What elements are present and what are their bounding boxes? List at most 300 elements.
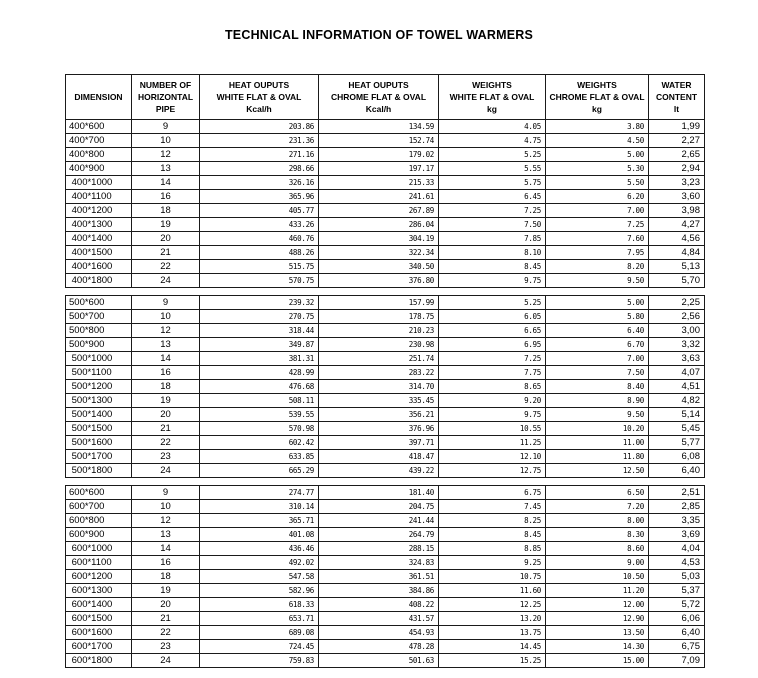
- heat-output-white-cell: 401.08: [200, 528, 319, 542]
- weight-white-cell: 11.60: [439, 584, 546, 598]
- weight-white-cell: 14.45: [439, 640, 546, 654]
- pipe-count-cell: 16: [132, 190, 200, 204]
- heat-output-chrome-cell: 340.50: [319, 260, 439, 274]
- pipe-count-cell: 9: [132, 486, 200, 500]
- column-header-heat_chrome: [319, 75, 439, 120]
- weight-chrome-cell: 10.20: [546, 422, 649, 436]
- dimension-cell: 400*1500: [66, 246, 132, 260]
- weight-white-cell: 7.85: [439, 232, 546, 246]
- dimension-cell: 500*800: [66, 324, 132, 338]
- water-content-cell: 4,07: [649, 366, 705, 380]
- weight-chrome-cell: 6.50: [546, 486, 649, 500]
- water-content-cell: 4,53: [649, 556, 705, 570]
- pipe-count-cell: 16: [132, 366, 200, 380]
- column-header-line: CHROME FLAT & OVAL: [549, 92, 645, 102]
- heat-output-chrome-cell: 230.98: [319, 338, 439, 352]
- heat-output-white-cell: 460.76: [200, 232, 319, 246]
- pipe-count-cell: 13: [132, 162, 200, 176]
- water-content-cell: 3,98: [649, 204, 705, 218]
- heat-output-chrome-cell: 408.22: [319, 598, 439, 612]
- dimension-cell: 600*1200: [66, 570, 132, 584]
- dimension-cell: 400*700: [66, 134, 132, 148]
- pipe-count-cell: 21: [132, 422, 200, 436]
- water-content-cell: 4,84: [649, 246, 705, 260]
- column-header-line: WHITE FLAT & OVAL: [216, 92, 302, 102]
- weight-chrome-cell: 11.00: [546, 436, 649, 450]
- heat-output-white-cell: 271.16: [200, 148, 319, 162]
- table-group-500: [65, 295, 705, 478]
- towel-warmer-tables: [65, 74, 705, 668]
- heat-output-white-cell: 326.16: [200, 176, 319, 190]
- heat-output-chrome-cell: 157.99: [319, 296, 439, 310]
- pipe-count-cell: 13: [132, 338, 200, 352]
- heat-output-chrome-cell: 418.47: [319, 450, 439, 464]
- dimension-cell: 600*1800: [66, 654, 132, 668]
- table-row: [66, 162, 705, 176]
- water-content-cell: 6,06: [649, 612, 705, 626]
- heat-output-chrome-cell: 288.15: [319, 542, 439, 556]
- table-row: [66, 120, 705, 134]
- weight-white-cell: 6.05: [439, 310, 546, 324]
- weight-chrome-cell: 8.20: [546, 260, 649, 274]
- weight-chrome-cell: 9.50: [546, 408, 649, 422]
- column-header-line: HEAT OUPUTS: [348, 80, 409, 90]
- heat-output-chrome-cell: 304.19: [319, 232, 439, 246]
- pipe-count-cell: 10: [132, 134, 200, 148]
- pipe-count-cell: 12: [132, 514, 200, 528]
- dimension-cell: 500*1100: [66, 366, 132, 380]
- water-content-cell: 3,32: [649, 338, 705, 352]
- pipe-count-cell: 9: [132, 296, 200, 310]
- water-content-cell: 2,27: [649, 134, 705, 148]
- column-header-line: WEIGHTS: [577, 80, 617, 90]
- weight-white-cell: 9.75: [439, 408, 546, 422]
- table-row: [66, 612, 705, 626]
- table-row: [66, 408, 705, 422]
- table-row: [66, 232, 705, 246]
- table-row: [66, 176, 705, 190]
- pipe-count-cell: 22: [132, 626, 200, 640]
- dimension-cell: 400*1400: [66, 232, 132, 246]
- weight-chrome-cell: 7.60: [546, 232, 649, 246]
- dimension-cell: 400*600: [66, 120, 132, 134]
- water-content-cell: 5,14: [649, 408, 705, 422]
- weight-chrome-cell: 10.50: [546, 570, 649, 584]
- heat-output-chrome-cell: 376.80: [319, 274, 439, 288]
- table-row: [66, 246, 705, 260]
- heat-output-chrome-cell: 197.17: [319, 162, 439, 176]
- water-content-cell: 5,03: [649, 570, 705, 584]
- weight-chrome-cell: 12.90: [546, 612, 649, 626]
- heat-output-chrome-cell: 361.51: [319, 570, 439, 584]
- water-content-cell: 2,25: [649, 296, 705, 310]
- column-header-line: lt: [673, 104, 680, 114]
- water-content-cell: 2,94: [649, 162, 705, 176]
- weight-white-cell: 8.45: [439, 528, 546, 542]
- water-content-cell: 2,56: [649, 310, 705, 324]
- heat-output-white-cell: 274.77: [200, 486, 319, 500]
- weight-white-cell: 13.75: [439, 626, 546, 640]
- pipe-count-cell: 20: [132, 232, 200, 246]
- water-content-cell: 4,51: [649, 380, 705, 394]
- water-content-cell: 7,09: [649, 654, 705, 668]
- dimension-cell: 500*1000: [66, 352, 132, 366]
- heat-output-chrome-cell: 264.79: [319, 528, 439, 542]
- weight-white-cell: 7.45: [439, 500, 546, 514]
- weight-chrome-cell: 7.50: [546, 366, 649, 380]
- dimension-cell: 500*1800: [66, 464, 132, 478]
- header-and-400-table: [65, 74, 705, 288]
- weight-white-cell: 5.75: [439, 176, 546, 190]
- water-content-cell: 5,13: [649, 260, 705, 274]
- pipe-count-cell: 21: [132, 246, 200, 260]
- pipe-count-cell: 18: [132, 570, 200, 584]
- weight-chrome-cell: 11.20: [546, 584, 649, 598]
- water-content-cell: 3,35: [649, 514, 705, 528]
- pipe-count-cell: 14: [132, 352, 200, 366]
- weight-white-cell: 10.55: [439, 422, 546, 436]
- dimension-cell: 500*1400: [66, 408, 132, 422]
- pipe-count-cell: 24: [132, 274, 200, 288]
- weight-white-cell: 10.75: [439, 570, 546, 584]
- table-row: [66, 598, 705, 612]
- pipe-count-cell: 20: [132, 598, 200, 612]
- heat-output-chrome-cell: 439.22: [319, 464, 439, 478]
- table-row: [66, 274, 705, 288]
- column-header-line: CONTENT: [655, 92, 698, 102]
- heat-output-white-cell: 602.42: [200, 436, 319, 450]
- heat-output-chrome-cell: 478.28: [319, 640, 439, 654]
- dimension-cell: 500*1200: [66, 380, 132, 394]
- column-header-line: PIPE: [155, 104, 176, 114]
- pipe-count-cell: 16: [132, 556, 200, 570]
- heat-output-white-cell: 428.99: [200, 366, 319, 380]
- heat-output-white-cell: 570.75: [200, 274, 319, 288]
- weight-white-cell: 11.25: [439, 436, 546, 450]
- heat-output-white-cell: 405.77: [200, 204, 319, 218]
- table-row: [66, 528, 705, 542]
- weight-white-cell: 8.10: [439, 246, 546, 260]
- pipe-count-cell: 19: [132, 218, 200, 232]
- heat-output-white-cell: 547.58: [200, 570, 319, 584]
- dimension-cell: 500*1500: [66, 422, 132, 436]
- dimension-cell: 400*1000: [66, 176, 132, 190]
- water-content-cell: 3,60: [649, 190, 705, 204]
- heat-output-chrome-cell: 335.45: [319, 394, 439, 408]
- pipe-count-cell: 14: [132, 542, 200, 556]
- pipe-count-cell: 23: [132, 640, 200, 654]
- column-header-weight_chrome: [546, 75, 649, 120]
- heat-output-chrome-cell: 152.74: [319, 134, 439, 148]
- table-group-400-body: [66, 120, 705, 288]
- heat-output-white-cell: 365.71: [200, 514, 319, 528]
- table-row: [66, 338, 705, 352]
- table-row: [66, 654, 705, 668]
- weight-chrome-cell: 13.50: [546, 626, 649, 640]
- column-header-heat_white: [200, 75, 319, 120]
- heat-output-white-cell: 381.31: [200, 352, 319, 366]
- weight-white-cell: 5.55: [439, 162, 546, 176]
- column-header-line: WEIGHTS: [472, 80, 512, 90]
- column-header-line: Kcal/h: [246, 104, 272, 114]
- weight-white-cell: 8.65: [439, 380, 546, 394]
- weight-chrome-cell: 11.80: [546, 450, 649, 464]
- weight-white-cell: 12.75: [439, 464, 546, 478]
- heat-output-white-cell: 476.68: [200, 380, 319, 394]
- table-row: [66, 218, 705, 232]
- dimension-cell: 600*800: [66, 514, 132, 528]
- pipe-count-cell: 22: [132, 260, 200, 274]
- dimension-cell: 600*1600: [66, 626, 132, 640]
- dimension-cell: 600*900: [66, 528, 132, 542]
- heat-output-white-cell: 582.96: [200, 584, 319, 598]
- pipe-count-cell: 21: [132, 612, 200, 626]
- column-header-line: DIMENSION: [74, 92, 123, 102]
- weight-chrome-cell: 7.00: [546, 352, 649, 366]
- pipe-count-cell: 20: [132, 408, 200, 422]
- weight-chrome-cell: 8.30: [546, 528, 649, 542]
- heat-output-chrome-cell: 179.02: [319, 148, 439, 162]
- water-content-cell: 3,69: [649, 528, 705, 542]
- water-content-cell: 3,23: [649, 176, 705, 190]
- pipe-count-cell: 14: [132, 176, 200, 190]
- heat-output-chrome-cell: 181.40: [319, 486, 439, 500]
- pipe-count-cell: 13: [132, 528, 200, 542]
- dimension-cell: 600*1500: [66, 612, 132, 626]
- heat-output-white-cell: 665.29: [200, 464, 319, 478]
- water-content-cell: 6,40: [649, 626, 705, 640]
- weight-chrome-cell: 4.50: [546, 134, 649, 148]
- table-row: [66, 324, 705, 338]
- weight-chrome-cell: 5.30: [546, 162, 649, 176]
- column-header-dimension: [66, 75, 132, 120]
- pipe-count-cell: 19: [132, 394, 200, 408]
- weight-white-cell: 12.10: [439, 450, 546, 464]
- heat-output-chrome-cell: 241.61: [319, 190, 439, 204]
- table-group-600-body: [66, 486, 705, 668]
- column-header-line: HEAT OUPUTS: [228, 80, 290, 90]
- weight-chrome-cell: 6.40: [546, 324, 649, 338]
- table-row: [66, 422, 705, 436]
- water-content-cell: 5,37: [649, 584, 705, 598]
- weight-chrome-cell: 9.50: [546, 274, 649, 288]
- table-row: [66, 134, 705, 148]
- dimension-cell: 600*1100: [66, 556, 132, 570]
- heat-output-white-cell: 653.71: [200, 612, 319, 626]
- weight-chrome-cell: 12.50: [546, 464, 649, 478]
- table-row: [66, 190, 705, 204]
- table-group-500-body: [66, 296, 705, 478]
- heat-output-chrome-cell: 384.86: [319, 584, 439, 598]
- heat-output-white-cell: 349.87: [200, 338, 319, 352]
- column-header-line: HORIZONTAL: [137, 92, 194, 102]
- table-row: [66, 500, 705, 514]
- pipe-count-cell: 18: [132, 204, 200, 218]
- water-content-cell: 2,85: [649, 500, 705, 514]
- table-row: [66, 366, 705, 380]
- weight-chrome-cell: 5.50: [546, 176, 649, 190]
- column-header-line: NUMBER OF: [139, 80, 192, 90]
- dimension-cell: 500*900: [66, 338, 132, 352]
- weight-chrome-cell: 8.00: [546, 514, 649, 528]
- water-content-cell: 6,08: [649, 450, 705, 464]
- dimension-cell: 400*800: [66, 148, 132, 162]
- pipe-count-cell: 10: [132, 310, 200, 324]
- weight-white-cell: 9.25: [439, 556, 546, 570]
- dimension-cell: 500*1600: [66, 436, 132, 450]
- heat-output-white-cell: 318.44: [200, 324, 319, 338]
- pipe-count-cell: 24: [132, 464, 200, 478]
- heat-output-white-cell: 365.96: [200, 190, 319, 204]
- heat-output-white-cell: 298.66: [200, 162, 319, 176]
- dimension-cell: 400*1200: [66, 204, 132, 218]
- dimension-cell: 400*900: [66, 162, 132, 176]
- table-row: [66, 436, 705, 450]
- pipe-count-cell: 19: [132, 584, 200, 598]
- weight-white-cell: 6.75: [439, 486, 546, 500]
- heat-output-chrome-cell: 267.89: [319, 204, 439, 218]
- heat-output-chrome-cell: 501.63: [319, 654, 439, 668]
- table-row: [66, 542, 705, 556]
- table-row: [66, 584, 705, 598]
- water-content-cell: 4,27: [649, 218, 705, 232]
- water-content-cell: 3,00: [649, 324, 705, 338]
- table-row: [66, 394, 705, 408]
- heat-output-white-cell: 239.32: [200, 296, 319, 310]
- heat-output-white-cell: 689.08: [200, 626, 319, 640]
- weight-chrome-cell: 7.20: [546, 500, 649, 514]
- dimension-cell: 500*600: [66, 296, 132, 310]
- heat-output-chrome-cell: 376.96: [319, 422, 439, 436]
- water-content-cell: 4,56: [649, 232, 705, 246]
- weight-chrome-cell: 6.20: [546, 190, 649, 204]
- dimension-cell: 500*1300: [66, 394, 132, 408]
- weight-white-cell: 12.25: [439, 598, 546, 612]
- table-row: [66, 556, 705, 570]
- heat-output-chrome-cell: 314.70: [319, 380, 439, 394]
- weight-white-cell: 8.85: [439, 542, 546, 556]
- water-content-cell: 6,40: [649, 464, 705, 478]
- dimension-cell: 600*1700: [66, 640, 132, 654]
- water-content-cell: 4,04: [649, 542, 705, 556]
- heat-output-white-cell: 270.75: [200, 310, 319, 324]
- weight-white-cell: 9.75: [439, 274, 546, 288]
- heat-output-chrome-cell: 356.21: [319, 408, 439, 422]
- dimension-cell: 400*1800: [66, 274, 132, 288]
- heat-output-chrome-cell: 454.93: [319, 626, 439, 640]
- table-row: [66, 352, 705, 366]
- heat-output-chrome-cell: 397.71: [319, 436, 439, 450]
- table-row: [66, 626, 705, 640]
- weight-white-cell: 8.45: [439, 260, 546, 274]
- dimension-cell: 400*1300: [66, 218, 132, 232]
- table-row: [66, 640, 705, 654]
- weight-white-cell: 6.95: [439, 338, 546, 352]
- weight-white-cell: 13.20: [439, 612, 546, 626]
- weight-white-cell: 9.20: [439, 394, 546, 408]
- column-header-line: WHITE FLAT & OVAL: [449, 92, 535, 102]
- weight-chrome-cell: 14.30: [546, 640, 649, 654]
- heat-output-chrome-cell: 324.83: [319, 556, 439, 570]
- table-row: [66, 514, 705, 528]
- pipe-count-cell: 12: [132, 324, 200, 338]
- weight-chrome-cell: 5.00: [546, 148, 649, 162]
- water-content-cell: 4,82: [649, 394, 705, 408]
- heat-output-chrome-cell: 283.22: [319, 366, 439, 380]
- heat-output-chrome-cell: 251.74: [319, 352, 439, 366]
- heat-output-white-cell: 759.83: [200, 654, 319, 668]
- heat-output-chrome-cell: 241.44: [319, 514, 439, 528]
- weight-white-cell: 4.05: [439, 120, 546, 134]
- water-content-cell: 3,63: [649, 352, 705, 366]
- page-title: TECHNICAL INFORMATION OF TOWEL WARMERS: [224, 28, 534, 42]
- heat-output-white-cell: 310.14: [200, 500, 319, 514]
- heat-output-white-cell: 618.33: [200, 598, 319, 612]
- heat-output-white-cell: 515.75: [200, 260, 319, 274]
- heat-output-chrome-cell: 210.23: [319, 324, 439, 338]
- dimension-cell: 400*1600: [66, 260, 132, 274]
- pipe-count-cell: 12: [132, 148, 200, 162]
- weight-chrome-cell: 7.25: [546, 218, 649, 232]
- dimension-cell: 600*1000: [66, 542, 132, 556]
- heat-output-white-cell: 436.46: [200, 542, 319, 556]
- table-row: [66, 450, 705, 464]
- dimension-cell: 600*1400: [66, 598, 132, 612]
- heat-output-white-cell: 539.55: [200, 408, 319, 422]
- table-row: [66, 310, 705, 324]
- table-row: [66, 296, 705, 310]
- weight-white-cell: 4.75: [439, 134, 546, 148]
- table-row: [66, 204, 705, 218]
- weight-white-cell: 15.25: [439, 654, 546, 668]
- weight-chrome-cell: 8.40: [546, 380, 649, 394]
- dimension-cell: 600*600: [66, 486, 132, 500]
- weight-chrome-cell: 8.90: [546, 394, 649, 408]
- weight-chrome-cell: 12.00: [546, 598, 649, 612]
- heat-output-white-cell: 724.45: [200, 640, 319, 654]
- dimension-cell: 600*700: [66, 500, 132, 514]
- weight-chrome-cell: 9.00: [546, 556, 649, 570]
- dimension-cell: 400*1100: [66, 190, 132, 204]
- table-row: [66, 464, 705, 478]
- heat-output-chrome-cell: 134.59: [319, 120, 439, 134]
- table-row: [66, 570, 705, 584]
- pipe-count-cell: 10: [132, 500, 200, 514]
- heat-output-white-cell: 570.98: [200, 422, 319, 436]
- dimension-cell: 500*1700: [66, 450, 132, 464]
- weight-chrome-cell: 5.00: [546, 296, 649, 310]
- column-header-water: [649, 75, 705, 120]
- column-header-line: kg: [592, 104, 602, 114]
- table-row: [66, 148, 705, 162]
- heat-output-chrome-cell: 204.75: [319, 500, 439, 514]
- weight-chrome-cell: 7.95: [546, 246, 649, 260]
- weight-white-cell: 5.25: [439, 148, 546, 162]
- heat-output-chrome-cell: 178.75: [319, 310, 439, 324]
- weight-white-cell: 5.25: [439, 296, 546, 310]
- heat-output-chrome-cell: 286.04: [319, 218, 439, 232]
- weight-white-cell: 7.50: [439, 218, 546, 232]
- water-content-cell: 1,99: [649, 120, 705, 134]
- weight-chrome-cell: 3.80: [546, 120, 649, 134]
- heat-output-white-cell: 231.36: [200, 134, 319, 148]
- weight-chrome-cell: 5.80: [546, 310, 649, 324]
- column-header-line: Kcal/h: [365, 104, 392, 114]
- heat-output-white-cell: 488.26: [200, 246, 319, 260]
- table-group-600: [65, 485, 705, 668]
- water-content-cell: 6,75: [649, 640, 705, 654]
- weight-chrome-cell: 7.00: [546, 204, 649, 218]
